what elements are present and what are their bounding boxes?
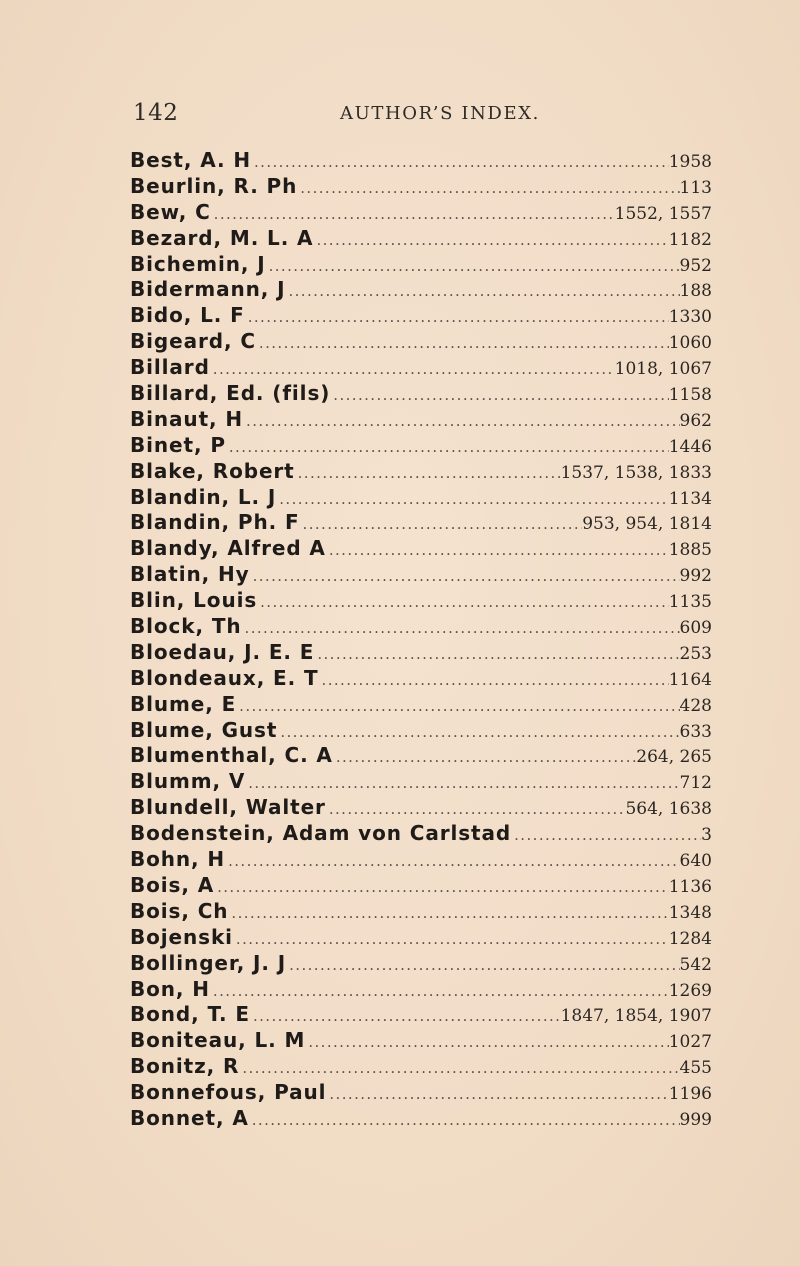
index-entry: [130, 433, 712, 459]
author-name: Bon, H: [130, 976, 210, 1001]
author-name: Blume, Gust: [130, 717, 278, 742]
author-name: Blandy, Alfred A: [130, 536, 326, 561]
author-name: Blin, Louis: [130, 588, 258, 613]
index-entry: [130, 459, 712, 485]
author-name: Bonnefous, Paul: [130, 1080, 327, 1105]
index-entry: [130, 899, 712, 925]
dot-leader: [249, 1108, 680, 1134]
author-name: Bois, Ch: [130, 898, 229, 923]
index-entry: [130, 925, 712, 951]
author-name: Blake, Robert: [130, 458, 295, 483]
page-references: 1885: [668, 540, 712, 561]
index-entry: [130, 1002, 712, 1028]
dot-leader: [326, 797, 626, 823]
page-references: 1537, 1538, 1833: [560, 462, 712, 483]
dot-leader: [300, 512, 583, 538]
index-entry: [130, 355, 712, 381]
page-references: 1446: [668, 436, 712, 457]
dot-leader: [295, 461, 561, 487]
page-references: 542: [679, 954, 712, 975]
page-references: 1136: [668, 876, 712, 897]
author-name: Bigeard, C: [130, 329, 256, 354]
author-name: Bido, L. F: [130, 303, 245, 328]
running-title: AUTHOR’S INDEX.: [340, 103, 540, 124]
index-entry: [130, 951, 712, 977]
dot-leader: [314, 642, 679, 668]
dot-leader: [285, 279, 679, 305]
index-entry: [130, 743, 712, 769]
page-references: 992: [679, 566, 712, 587]
page-references: 1330: [668, 307, 712, 328]
dot-leader: [214, 875, 669, 901]
author-index-list: [130, 148, 712, 1132]
dot-leader: [286, 953, 679, 979]
author-name: Bonitz, R: [130, 1054, 240, 1079]
dot-leader: [266, 254, 680, 280]
author-name: Blandin, L. J: [130, 484, 277, 509]
dot-leader: [326, 538, 669, 564]
index-entry: [130, 588, 712, 614]
index-entry: [130, 614, 712, 640]
dot-leader: [330, 383, 668, 409]
dot-leader: [233, 927, 669, 953]
index-entry: [130, 873, 712, 899]
author-name: Bojenski: [130, 924, 233, 949]
page-references: 564, 1638: [625, 799, 712, 820]
index-entry: [130, 485, 712, 511]
author-name: Bichemin, J: [130, 251, 266, 276]
author-name: Bidermann, J: [130, 277, 286, 302]
index-entry: [130, 1028, 712, 1054]
page-references: 1158: [668, 385, 712, 406]
index-entry: [130, 692, 712, 718]
page-references: 1552, 1557: [614, 203, 712, 224]
index-entry: [130, 821, 712, 847]
author-name: Billard, Ed. (fils): [130, 381, 331, 406]
index-entry: [130, 329, 712, 355]
dot-leader: [326, 1082, 668, 1108]
page-references: 1269: [668, 980, 712, 1001]
index-entry: [130, 1054, 712, 1080]
index-entry: [130, 718, 712, 744]
page-references: 1134: [668, 488, 712, 509]
author-name: Bezard, M. L. A: [130, 225, 314, 250]
author-name: Blumenthal, C. A: [130, 743, 333, 768]
page-references: 962: [679, 410, 712, 431]
index-entry: [130, 847, 712, 873]
index-entry: [130, 640, 712, 666]
author-name: Billard: [130, 355, 210, 380]
index-entry: [130, 1106, 712, 1132]
dot-leader: [228, 901, 668, 927]
index-entry: [130, 769, 712, 795]
author-name: Bond, T. E: [130, 1002, 250, 1027]
dot-leader: [243, 409, 680, 435]
dot-leader: [236, 694, 679, 720]
dot-leader: [333, 745, 636, 771]
page-references: 1060: [668, 333, 712, 354]
dot-leader: [256, 331, 669, 357]
index-entry: [130, 795, 712, 821]
index-entry: [130, 381, 712, 407]
author-name: Bois, A: [130, 872, 215, 897]
author-name: Blandin, Ph. F: [130, 510, 300, 535]
page-references: 253: [679, 643, 712, 664]
page-references: 640: [679, 851, 712, 872]
author-name: Binet, P: [130, 432, 226, 457]
dot-leader: [313, 228, 668, 254]
author-name: Best, A. H: [130, 148, 251, 172]
page-references: 1018, 1067: [614, 359, 712, 380]
page-references: 1196: [668, 1084, 712, 1105]
author-name: Beurlin, R. Ph: [130, 173, 298, 198]
index-entry: [130, 666, 712, 692]
author-name: Binaut, H: [130, 406, 244, 431]
page-references: 428: [679, 695, 712, 716]
dot-leader: [257, 590, 669, 616]
author-name: Bloedau, J. E. E: [130, 639, 315, 664]
dot-leader: [250, 1004, 561, 1030]
index-entry: [130, 148, 712, 174]
dot-leader: [239, 1056, 679, 1082]
dot-leader: [251, 150, 669, 176]
dot-leader: [245, 771, 679, 797]
index-entry: [130, 1080, 712, 1106]
page-references: 3: [701, 825, 712, 846]
dot-leader: [319, 668, 669, 694]
page-references: 188: [679, 281, 712, 302]
page-references: 953, 954, 1814: [582, 514, 712, 535]
author-name: Blundell, Walter: [130, 795, 326, 820]
index-entry: [130, 174, 712, 200]
page-references: 609: [679, 618, 712, 639]
dot-leader: [297, 176, 679, 202]
page-header: [133, 98, 713, 128]
page-references: 1958: [668, 152, 712, 172]
page-references: 1135: [668, 592, 712, 613]
page-references: 633: [679, 721, 712, 742]
page-references: 952: [679, 255, 712, 276]
author-name: Bollinger, J. J: [130, 950, 287, 975]
author-name: Blume, E: [130, 691, 237, 716]
page-references: 712: [679, 773, 712, 794]
dot-leader: [226, 435, 669, 461]
dot-leader: [305, 1030, 668, 1056]
page-references: 455: [679, 1058, 712, 1079]
author-name: Blumm, V: [130, 769, 246, 794]
page-references: 113: [679, 177, 712, 198]
author-name: Bonnet, A: [130, 1105, 249, 1130]
index-entry: [130, 536, 712, 562]
dot-leader: [245, 305, 669, 331]
index-entry: [130, 303, 712, 329]
dot-leader: [211, 202, 615, 228]
page-references: 1847, 1854, 1907: [560, 1006, 712, 1027]
author-name: Bohn, H: [130, 847, 226, 872]
index-entry: [130, 252, 712, 278]
page-references: 1284: [668, 928, 712, 949]
index-entry: [130, 277, 712, 303]
dot-leader: [250, 564, 680, 590]
author-name: Bew, C: [130, 199, 211, 224]
page-references: 1348: [668, 902, 712, 923]
page-references: 264, 265: [636, 747, 712, 768]
index-entry: [130, 562, 712, 588]
dot-leader: [210, 357, 615, 383]
dot-leader: [225, 849, 679, 875]
index-entry: [130, 200, 712, 226]
index-entry: [130, 510, 712, 536]
page-references: 999: [679, 1109, 712, 1130]
author-name: Bodenstein, Adam von Carlstad: [130, 821, 512, 846]
author-name: Boniteau, L. M: [130, 1028, 306, 1053]
index-entry: [130, 977, 712, 1003]
dot-leader: [242, 616, 680, 642]
dot-leader: [511, 823, 701, 849]
author-name: Blatin, Hy: [130, 562, 250, 587]
page-references: 1182: [668, 229, 712, 250]
author-name: Blondeaux, E. T: [130, 665, 319, 690]
dot-leader: [277, 720, 679, 746]
dot-leader: [210, 979, 669, 1005]
dot-leader: [276, 487, 668, 513]
page-references: 1027: [668, 1032, 712, 1053]
index-entry: [130, 226, 712, 252]
index-entry: [130, 407, 712, 433]
page-number: 142: [133, 100, 179, 126]
page-references: 1164: [668, 669, 712, 690]
author-name: Block, Th: [130, 614, 242, 639]
